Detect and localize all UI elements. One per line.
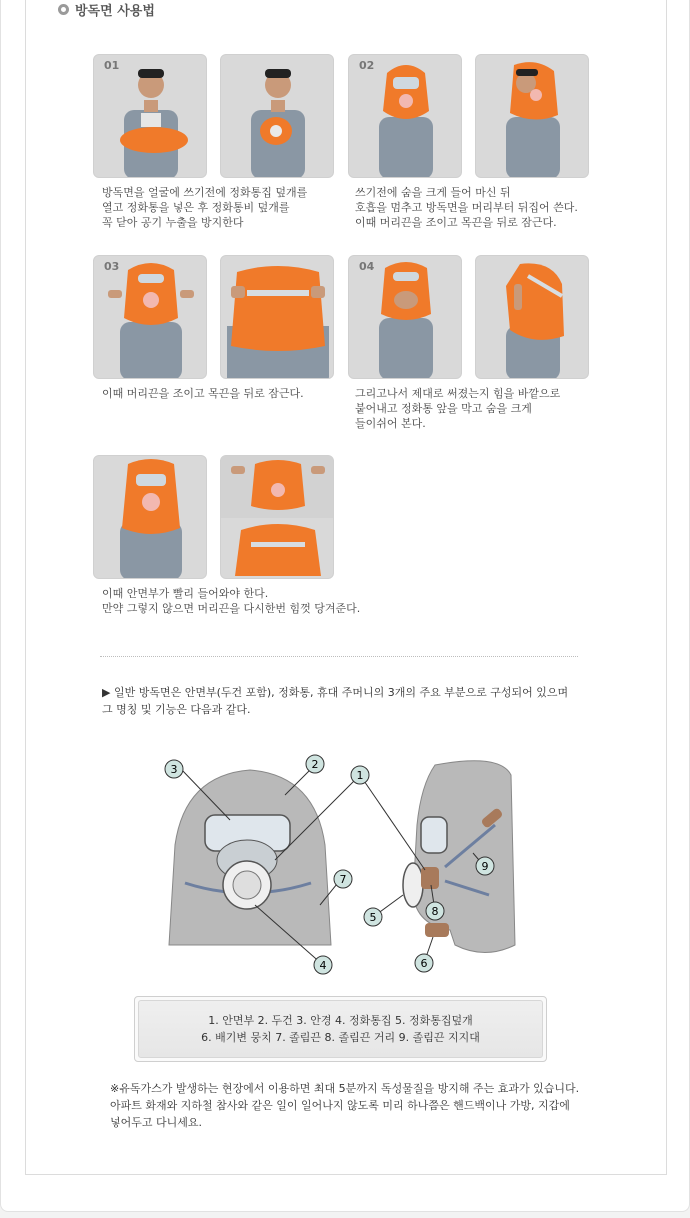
callout-5: 5 — [369, 911, 377, 924]
step-2-caption: 쓰기전에 숨을 크게 들어 마신 뒤 호흡을 멈추고 방독면을 머리부터 뒤집어 쓴다. 이때 머리끈을 조이고 목끈을 뒤로 잠근다. — [355, 186, 578, 229]
legend-line-1: 1. 안면부 2. 두건 3. 안경 4. 정화통집 5. 정화통집덮개 — [208, 1014, 473, 1027]
usage-note — [110, 1080, 590, 1131]
callout-4: 4 — [319, 959, 327, 972]
circle-bullet-icon — [58, 4, 69, 15]
hood-profile-view-icon — [476, 256, 589, 379]
step-1-caption: 방독면을 얼굴에 쓰기전에 정화통집 덮개를 열고 정화통을 넣은 후 정화통비 덮개를 꼭 닫아 공기 누출을 방지한다 — [102, 186, 308, 229]
step-5-photo-b — [220, 455, 334, 579]
step-number: 03 — [104, 260, 120, 273]
section-title — [58, 0, 155, 18]
callout-9: 9 — [481, 860, 489, 873]
mask-parts-diagram — [155, 745, 535, 980]
person-wearing-hood-icon — [94, 456, 207, 579]
callout-2: 2 — [311, 758, 319, 771]
step-4-caption: 그리고나서 제대로 써졌는지 힘을 바깥으로 붙어내고 정화통 앞을 막고 숨을 크게 들이쉬어 본다. — [355, 387, 561, 430]
step-2-photo-b — [475, 54, 589, 178]
step-number: 04 — [359, 260, 375, 273]
intro-text — [102, 684, 572, 718]
intro-line-2: 그 명칭 및 기능은 다음과 같다. — [102, 703, 251, 716]
step-3-photo-b — [220, 255, 334, 379]
hood-tightening-views-icon — [221, 456, 334, 579]
step-4-photo-b — [475, 255, 589, 379]
callout-7: 7 — [339, 873, 347, 886]
callout-8: 8 — [431, 905, 439, 918]
step-number: 02 — [359, 59, 375, 72]
person-pulling-hood-icon — [349, 55, 462, 178]
step-5-caption: 이때 안면부가 빨리 들어와야 한다. 만약 그렇지 않으면 머리끈을 다시한번 힘껏 당겨준다. — [102, 587, 361, 615]
step-5-photo-a — [93, 455, 207, 579]
intro-line-1: ▶ 일반 방독면은 안면부(두건 포함), 정화통, 휴대 주머니의 3개의 주요 부분으로 구성되어 있으며 — [102, 686, 569, 699]
divider — [100, 656, 578, 657]
step-1-photo-a — [93, 54, 207, 178]
step-2-photo-a — [348, 54, 462, 178]
section-title-text: 방독면 사용법 — [75, 3, 155, 19]
legend-line-2: 6. 배기변 뭉치 7. 졸림끈 8. 졸림끈 거리 9. 졸림끈 지지대 — [201, 1031, 480, 1044]
callout-3: 3 — [170, 763, 178, 776]
person-holding-mask-icon — [94, 55, 207, 178]
hood-back-view-icon — [221, 256, 334, 379]
callout-6: 6 — [420, 957, 428, 970]
step-3-caption: 이때 머리끈을 조이고 목끈을 뒤로 잠근다. — [102, 387, 304, 400]
person-covering-canister-icon — [349, 256, 462, 379]
person-hood-side-icon — [476, 55, 589, 178]
step-number: 01 — [104, 59, 120, 72]
note-line-3: 넣어두고 다니세요. — [110, 1116, 203, 1129]
mask-front-view — [169, 770, 331, 945]
mask-side-view — [403, 761, 515, 953]
parts-legend — [134, 996, 547, 1062]
note-line-1: ※유독가스가 발생하는 현장에서 이용하면 최대 5분까지 독성물질을 방지해 주는 효과가 있습니다. — [110, 1082, 580, 1095]
person-opening-canister-icon — [221, 55, 334, 178]
callout-1: 1 — [356, 769, 364, 782]
note-line-2: 아파트 화재와 지하철 참사와 같은 일이 일어나지 않도록 미리 하나쯤은 핸드백이나 가방, 지갑에 — [110, 1099, 570, 1112]
step-3-photo-a — [93, 255, 207, 379]
step-1-photo-b — [220, 54, 334, 178]
person-tightening-straps-icon — [94, 256, 207, 379]
step-4-photo-a — [348, 255, 462, 379]
